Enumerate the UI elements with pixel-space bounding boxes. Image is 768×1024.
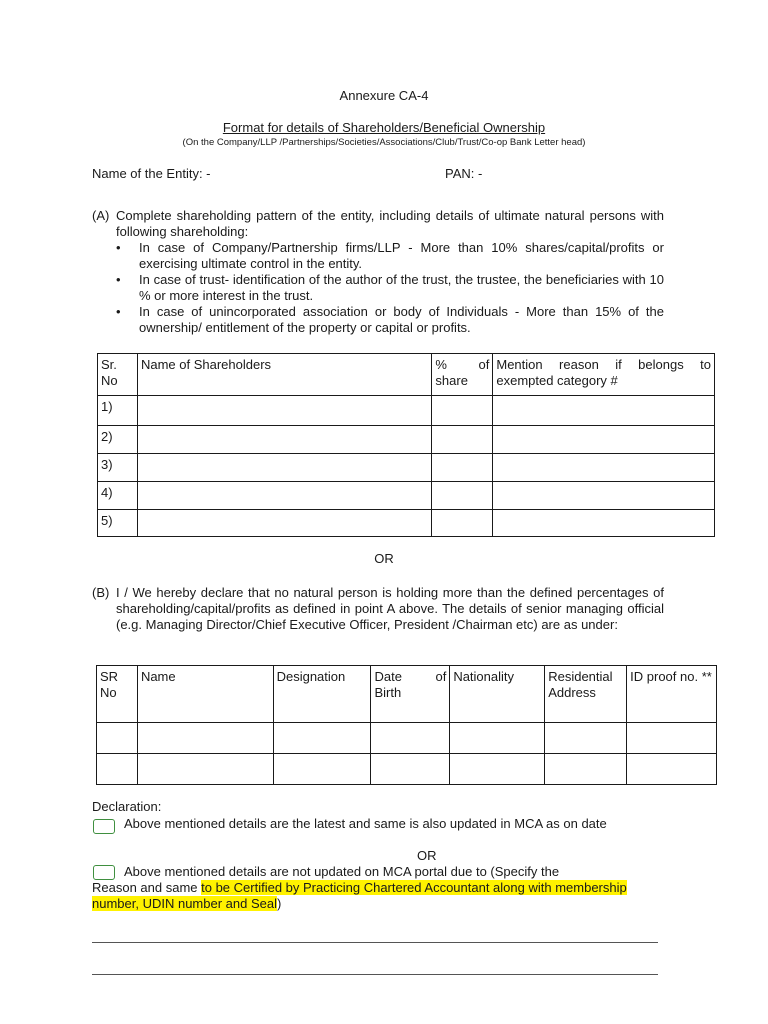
shareholders-table — [97, 353, 715, 537]
reason-input-line-2[interactable] — [92, 974, 658, 975]
section-b-text: I / We hereby declare that no natural person is holding more than the defined percentages of shareholding/capital/profits as defined in point A above. The details of senior managing official (e.g. Managing Director/Chief Executive Officer, President /Chairman etc) are as under: — [116, 585, 664, 632]
exempt-reason-cell[interactable] — [493, 396, 715, 426]
bullet-icon: • — [116, 272, 121, 287]
bullet-icon: • — [116, 304, 121, 319]
bullet-text: In case of unincorporated association or body of Individuals - More than 15% of the ownership/ entitlement of the property or capital or profits. — [139, 304, 664, 335]
row-number: 5) — [98, 510, 138, 537]
table-row — [98, 510, 715, 537]
table-header-row — [98, 354, 715, 396]
header-cell-date-of-birth: Date of Birth — [371, 666, 450, 723]
shareholder-name-cell[interactable] — [137, 482, 431, 510]
designation-cell[interactable] — [273, 754, 371, 785]
row-number: 1) — [98, 396, 138, 426]
section-a-bullets — [116, 240, 664, 336]
checkbox-option-1[interactable] — [93, 819, 115, 834]
reason-input-line-1[interactable] — [92, 942, 658, 943]
sr-no-cell[interactable] — [97, 723, 138, 754]
bullet-text: In case of trust- identification of the author of the trust, the trustee, the beneficiaries with 10 % or more interest in the trust. — [139, 272, 664, 303]
declaration-title: Declaration: — [92, 799, 162, 814]
header-cell-nationality: Nationality — [450, 666, 545, 723]
annexure-title: Annexure CA-4 — [339, 88, 429, 103]
bullet-item — [116, 272, 664, 304]
sr-no-cell[interactable] — [97, 754, 138, 785]
id-proof-cell[interactable] — [627, 754, 717, 785]
exempt-reason-cell[interactable] — [493, 482, 715, 510]
bullet-icon: • — [116, 240, 121, 255]
exempt-reason-cell[interactable] — [493, 426, 715, 454]
header-cell-name: Name — [137, 666, 273, 723]
exempt-reason-cell[interactable] — [493, 454, 715, 482]
share-percent-cell[interactable] — [432, 396, 493, 426]
header-cell-percent-share: % of share — [432, 354, 493, 396]
checkbox-option-2[interactable] — [93, 865, 115, 880]
address-cell[interactable] — [545, 754, 627, 785]
declaration-or: OR — [417, 848, 437, 863]
or-separator: OR — [374, 551, 394, 566]
table-row — [97, 754, 717, 785]
section-a-text: Complete shareholding pattern of the entity, including details of ultimate natural persons with following shareholding: — [116, 208, 664, 239]
nationality-cell[interactable] — [450, 754, 545, 785]
designation-cell[interactable] — [273, 723, 371, 754]
table-row — [98, 426, 715, 454]
header-cell-residential-address: Residential Address — [545, 666, 627, 723]
dob-cell[interactable] — [371, 723, 450, 754]
option-2-suffix: ) — [276, 896, 282, 911]
declaration-option-2-line1: Above mentioned details are not updated on MCA portal due to (Specify the — [124, 864, 560, 879]
header-cell-id-proof: ID proof no. ** — [627, 666, 717, 723]
share-percent-cell[interactable] — [432, 454, 493, 482]
official-name-cell[interactable] — [137, 754, 273, 785]
header-cell-designation: Designation — [273, 666, 371, 723]
letterhead-note: (On the Company/LLP /Partnerships/Societies/Associations/Club/Trust/Co-op Bank Letter head) — [182, 137, 586, 148]
managing-officials-table — [96, 665, 717, 785]
shareholder-name-cell[interactable] — [137, 396, 431, 426]
table-header-row — [97, 666, 717, 723]
shareholder-name-cell[interactable] — [137, 454, 431, 482]
table-row — [97, 723, 717, 754]
header-cell-name: Name of Shareholders — [137, 354, 431, 396]
section-b-letter: (B) — [92, 585, 110, 600]
bullet-item — [116, 304, 664, 336]
address-cell[interactable] — [545, 723, 627, 754]
row-number: 3) — [98, 454, 138, 482]
bullet-text: In case of Company/Partnership firms/LLP - More than 10% shares/capital/profits or exercising ultimate control in the entity. — [139, 240, 664, 271]
certification-highlight: to be Certified by Practicing Chartered Accountant along with membership number, UDIN number and Seal — [92, 880, 627, 911]
exempt-reason-cell[interactable] — [493, 510, 715, 537]
share-percent-cell[interactable] — [432, 482, 493, 510]
table-row — [98, 482, 715, 510]
entity-name-label: Name of the Entity: - — [92, 166, 211, 181]
form-subtitle: Format for details of Shareholders/Beneficial Ownership — [222, 120, 546, 135]
shareholder-name-cell[interactable] — [137, 426, 431, 454]
official-name-cell[interactable] — [137, 723, 273, 754]
table-row — [98, 454, 715, 482]
share-percent-cell[interactable] — [432, 510, 493, 537]
bullet-item — [116, 240, 664, 272]
dob-cell[interactable] — [371, 754, 450, 785]
share-percent-cell[interactable] — [432, 426, 493, 454]
pan-label: PAN: - — [445, 166, 483, 181]
option-2-prefix: Reason and same — [92, 880, 202, 895]
row-number: 2) — [98, 426, 138, 454]
id-proof-cell[interactable] — [627, 723, 717, 754]
header-cell-exempt-reason: Mention reason if belongs to exempted category # — [493, 354, 715, 396]
declaration-option-2-text — [92, 880, 672, 912]
row-number: 4) — [98, 482, 138, 510]
header-cell-sr-no: Sr. No — [98, 354, 138, 396]
header-cell-sr-no: SR No — [97, 666, 138, 723]
table-row — [98, 396, 715, 426]
shareholder-name-cell[interactable] — [137, 510, 431, 537]
declaration-option-1: Above mentioned details are the latest and same is also updated in MCA as on date — [124, 816, 607, 831]
nationality-cell[interactable] — [450, 723, 545, 754]
section-a-letter: (A) — [92, 208, 110, 223]
